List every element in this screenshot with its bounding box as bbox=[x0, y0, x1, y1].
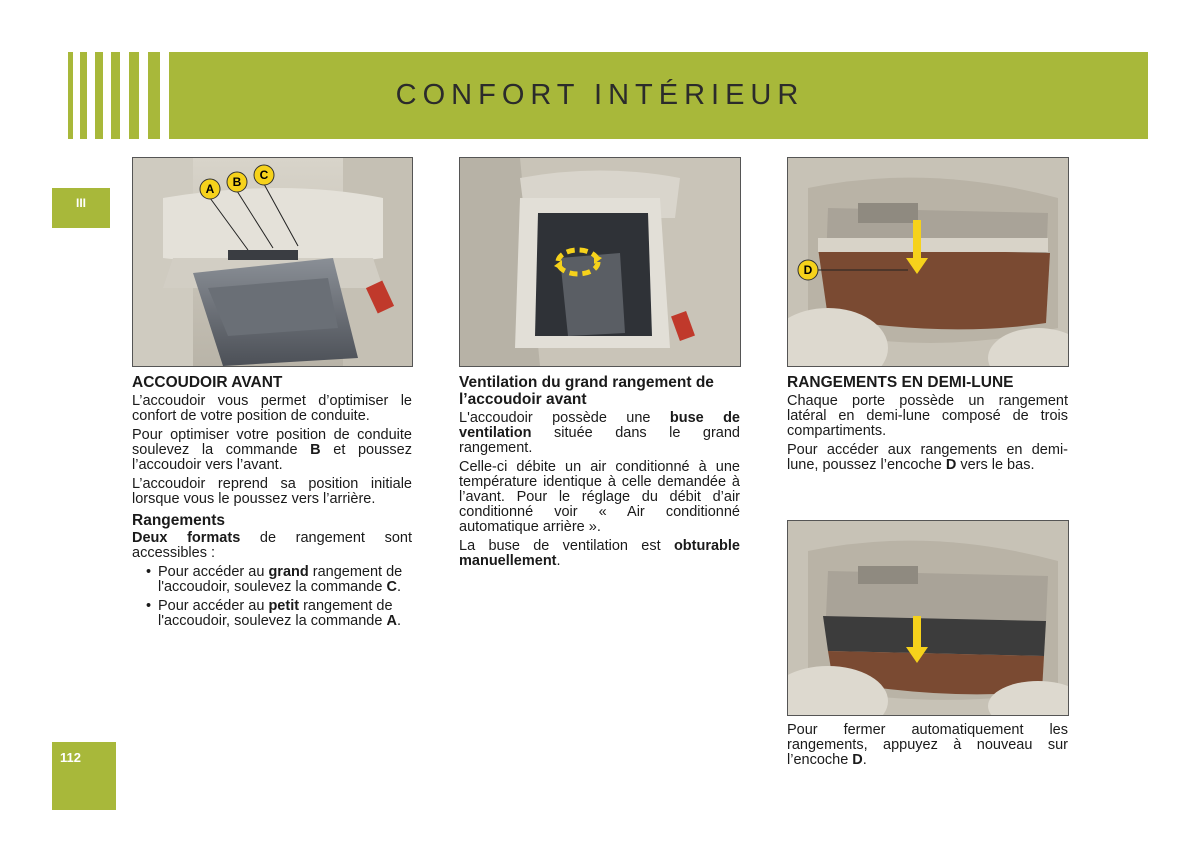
door-storage-photo-bottom bbox=[787, 520, 1069, 716]
armrest-return-text: L’accoudoir reprend sa position initiale lorsque vous le poussez vers l’arrière. bbox=[132, 476, 412, 507]
half-moon-close-text: Pour fermer automatiquement les rangements, appuyez à nouveau sur l’encoche D. bbox=[787, 722, 1068, 768]
list-item: • Pour accéder au grand rangement de l'accoudoir, soulevez la commande C. bbox=[132, 565, 412, 595]
armrest-section bbox=[132, 374, 412, 633]
half-moon-close-section bbox=[787, 723, 1068, 772]
half-moon-heading: RANGEMENTS EN DEMI-LUNE bbox=[787, 374, 1014, 391]
ventilation-air-text: Celle-ci débite un air conditionné à une température identique à celle demandée à l’avant. Pour le réglage du débit d’air conditionné voir « Air conditionné automatique arrière ». bbox=[459, 459, 740, 535]
ventilation-close-text: La buse de ventilation est obturable manuellement. bbox=[459, 538, 740, 569]
half-moon-open-text: Pour accéder aux rangements en demi-lune, poussez l’encoche D vers le bas. bbox=[787, 442, 1068, 473]
armrest-adjust-text: Pour optimiser votre position de conduite soulevez la commande B et poussez l’accoudoir vers l’avant. bbox=[132, 427, 412, 473]
half-moon-section bbox=[787, 374, 1068, 477]
half-moon-intro: Chaque porte possède un rangement latéral en demi-lune composé de trois compartiments. bbox=[787, 393, 1068, 439]
header-stripes bbox=[68, 52, 180, 139]
marker-a: A bbox=[205, 182, 215, 196]
page-number: 112 bbox=[52, 742, 116, 810]
armrest-photo bbox=[132, 157, 413, 367]
marker-b: B bbox=[232, 175, 242, 189]
armrest-heading: ACCOUDOIR AVANT bbox=[132, 374, 283, 391]
ventilation-heading: Ventilation du grand rangement de l’accoudoir avant bbox=[459, 374, 714, 408]
storage-subheading: Rangements bbox=[132, 512, 226, 529]
ventilation-photo bbox=[459, 157, 741, 367]
door-storage-photo-top bbox=[787, 157, 1069, 367]
marker-d: D bbox=[803, 263, 813, 277]
storage-formats-text: Deux formats de rangement sont accessibles : bbox=[132, 530, 412, 561]
marker-c: C bbox=[259, 168, 269, 182]
page-title: CONFORT INTÉRIEUR bbox=[395, 79, 805, 111]
armrest-intro: L’accoudoir vous permet d’optimiser le confort de votre position de conduite. bbox=[132, 393, 412, 424]
storage-list bbox=[132, 565, 412, 629]
ventilation-intro: L'accoudoir possède une buse de ventilation située dans le grand rangement. bbox=[459, 410, 740, 456]
ventilation-section bbox=[459, 374, 740, 573]
chapter-tab: III bbox=[52, 188, 110, 228]
list-item: • Pour accéder au petit rangement de l'accoudoir, soulevez la commande A. bbox=[132, 599, 412, 629]
